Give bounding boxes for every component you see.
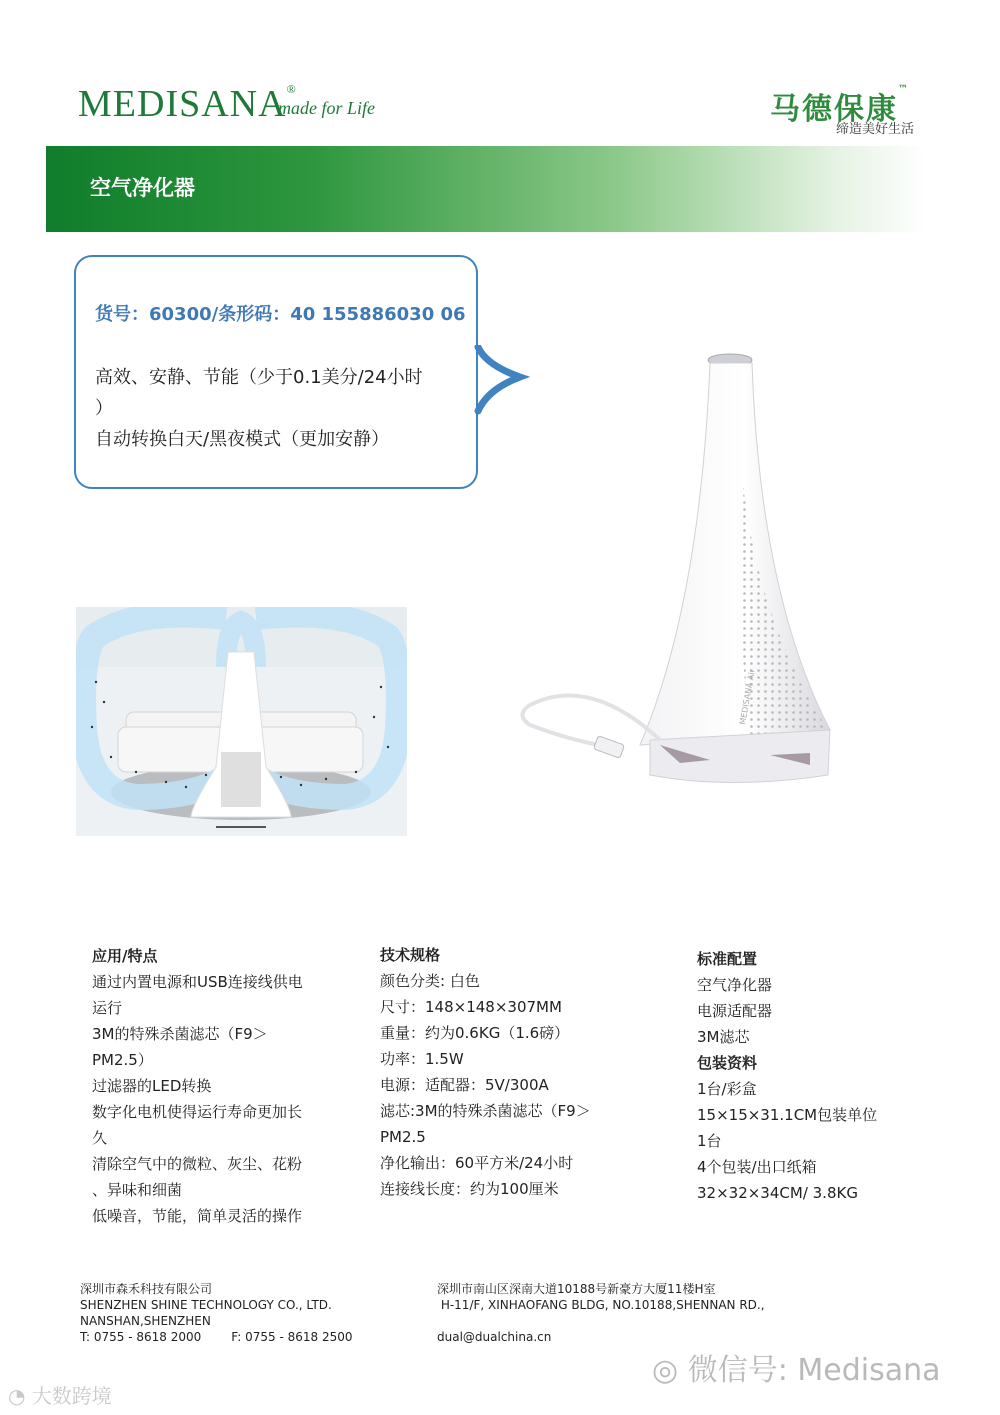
airflow-illustration — [76, 607, 407, 836]
features-heading: 应用/特点 — [92, 947, 158, 965]
spec-line: 重量：约为0.6KG（1.6磅） — [380, 1024, 570, 1042]
company-name-en: SHENZHEN SHINE TECHNOLOGY CO., LTD. — [80, 1298, 332, 1312]
feature-line: 、异味和细菌 — [92, 1181, 183, 1199]
feature-line: 清除空气中的微粒、灰尘、花粉 — [92, 1155, 303, 1173]
callout-line: ） — [95, 398, 113, 419]
config-column — [697, 946, 947, 1206]
config-line: 电源适配器 — [697, 1002, 773, 1020]
footer-address — [437, 1281, 765, 1345]
corner-watermark — [8, 1380, 112, 1409]
specs-heading: 技术规格 — [380, 946, 441, 964]
page-title: 空气净化器 — [90, 176, 195, 200]
config-line: 3M滤芯 — [697, 1028, 750, 1046]
spec-line: 颜色分类: 白色 — [380, 972, 480, 990]
cn-brand-name: 马德保康 — [770, 92, 898, 127]
feature-line: 久 — [92, 1129, 108, 1147]
packaging-line: 1台 — [697, 1132, 722, 1150]
feature-line: 3M的特殊杀菌滤芯（F9＞ — [92, 1025, 268, 1043]
config-heading: 标准配置 — [697, 950, 758, 968]
address-cn: 深圳市南山区深南大道10188号新豪方大厦11楼H室 — [437, 1282, 716, 1296]
footer-company — [80, 1281, 352, 1345]
email-link[interactable]: dual@dualchina.cn — [437, 1330, 552, 1344]
packaging-line: 1台/彩盒 — [697, 1080, 757, 1098]
brand-tagline: made for Life — [278, 98, 375, 118]
callout-line: 自动转换白天/黑夜模式（更加安静） — [95, 429, 390, 450]
packaging-heading: 包装资料 — [697, 1054, 758, 1072]
product-id: 货号：60300/条形码：40 155886030 06 — [95, 304, 466, 325]
address-en: H-11/F, XINHAOFANG BLDG, NO.10188,SHENNAN RD., — [437, 1298, 765, 1312]
packaging-line: 15×15×31.1CM包装单位 — [697, 1106, 878, 1124]
wechat-id: 微信号: Medisana — [687, 1353, 941, 1388]
feature-line: 通过内置电源和USB连接线供电 — [92, 973, 303, 991]
wechat-watermark — [652, 1345, 941, 1389]
feature-line: 过滤器的LED转换 — [92, 1077, 212, 1095]
company-phone — [80, 1329, 352, 1345]
airflow-diagram-icon — [76, 607, 407, 836]
spec-line: 连接线长度：约为100厘米 — [380, 1180, 559, 1198]
brand-name: MEDISANA — [78, 83, 287, 125]
wechat-icon: ◎ — [652, 1353, 688, 1388]
watermark-logo-icon: ◔ — [8, 1384, 32, 1408]
cn-brand-trademark: ™ — [898, 84, 910, 95]
product-label: MEDISANA Air — [738, 668, 757, 726]
brand-registered-mark: ® — [286, 82, 297, 96]
company-city: NANSHAN,SHENZHEN — [80, 1314, 211, 1328]
spec-line: 滤芯:3M的特殊杀菌滤芯（F9＞ — [380, 1102, 591, 1120]
feature-line: 低噪音，节能，简单灵活的操作 — [92, 1207, 303, 1225]
brand-logo — [78, 82, 297, 126]
specs-column — [380, 942, 640, 1202]
packaging-line: 4个包装/出口纸箱 — [697, 1158, 817, 1176]
features-column — [92, 943, 342, 1229]
feature-line: PM2.5） — [92, 1051, 153, 1069]
feature-line: 运行 — [92, 999, 123, 1017]
air-purifier-product-image — [510, 345, 840, 815]
packaging-line: 32×32×34CM/ 3.8KG — [697, 1184, 858, 1202]
config-line: 空气净化器 — [697, 976, 773, 994]
spec-line: 功率：1.5W — [380, 1050, 464, 1068]
spec-line: PM2.5 — [380, 1128, 426, 1146]
watermark-text: 大数跨境 — [31, 1384, 112, 1408]
fax: F: 0755 - 8618 2500 — [231, 1330, 353, 1344]
callout-line: 高效、安静、节能（少于0.1美分/24小时 — [95, 367, 423, 388]
callout-text — [95, 362, 465, 455]
spec-line: 电源：适配器：5V/300A — [380, 1076, 549, 1094]
telephone: T: 0755 - 8618 2000 — [80, 1330, 202, 1344]
company-name-cn: 深圳市森禾科技有限公司 — [80, 1282, 213, 1296]
spec-line: 尺寸：148×148×307MM — [380, 998, 562, 1016]
feature-line: 数字化电机使得运行寿命更加长 — [92, 1103, 303, 1121]
cn-brand-slogan: 缔造美好生活 — [836, 122, 915, 137]
spec-line: 净化输出：60平方米/24小时 — [380, 1154, 574, 1172]
